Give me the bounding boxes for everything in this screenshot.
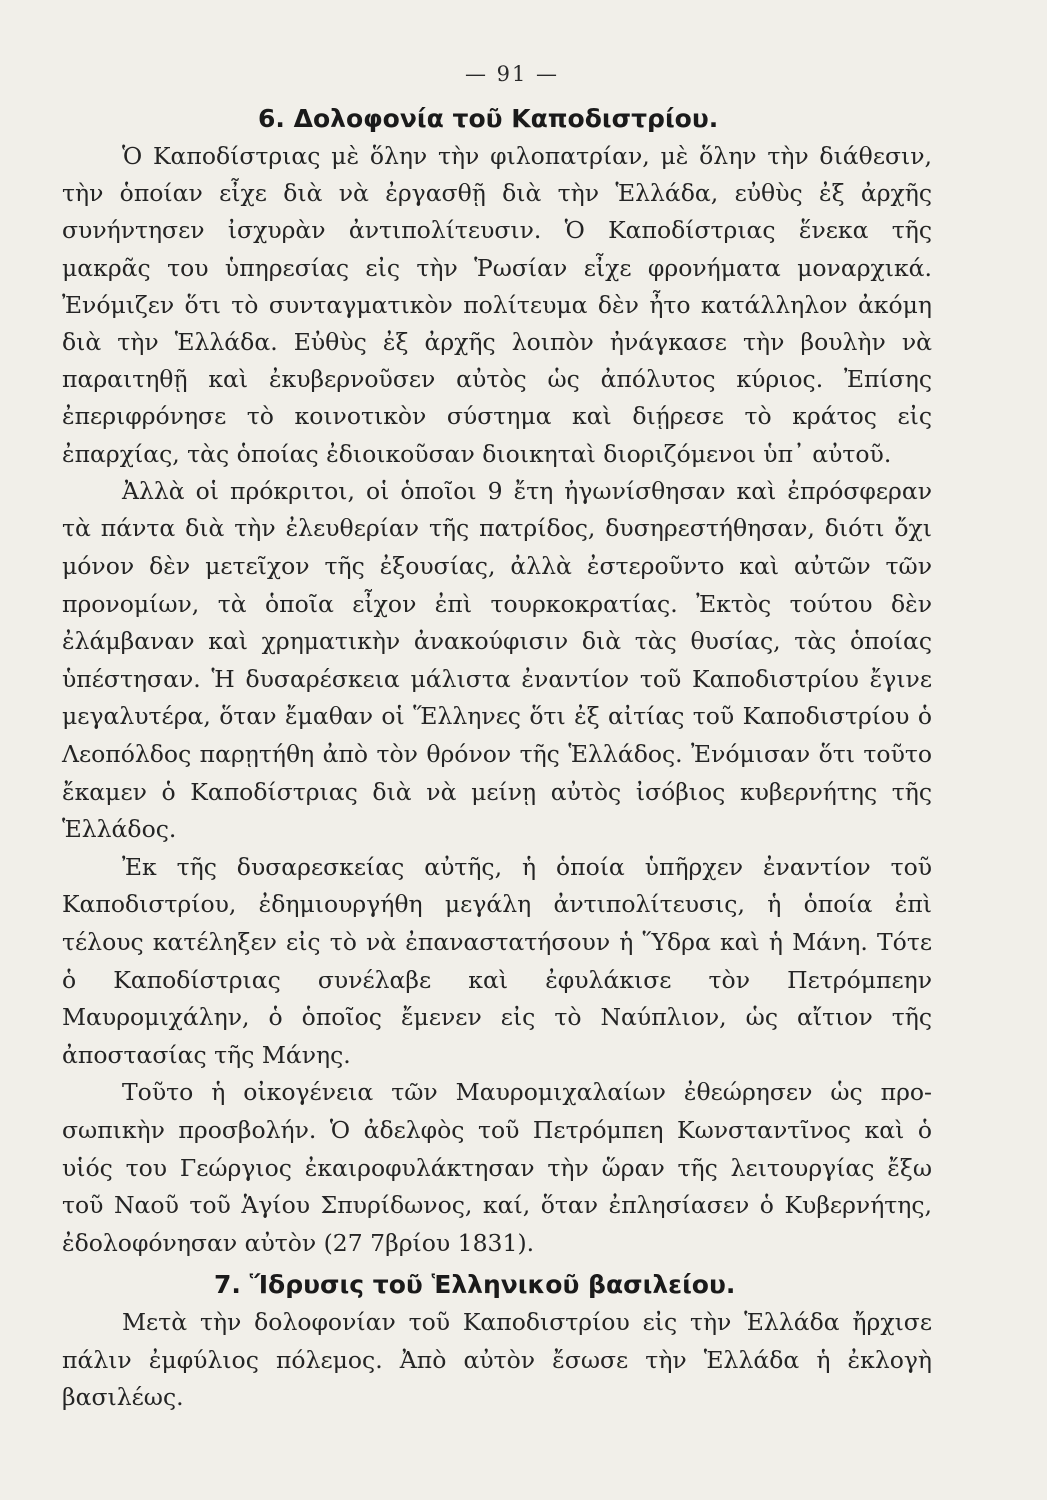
section-6-heading: 6. Δολοφονία τοῦ Καποδιστρίου. xyxy=(258,104,719,133)
section-6-paragraph-3: Ἐκ τῆς δυσαρεσκείας αὐτῆς, ἡ ὁποία ὑπῆρχεν ἐναντίον τοῦ Καποδιστρίου, ἐδημιουργήθη μεγάλη ἀντιπολίτευσις, ἡ ὁποία ἐπὶ τέλους κατέληξεν εἰς τὸ νὰ ἐπαναστατήσουν ἡ Ὕδρα καὶ ἡ Μάνη. Τότε ὁ Καποδίστριας συνέλαβε καὶ ἐφυλάκισε τὸν Πετρόμπεην Μαυρομιχάλην, ὁ ὁποῖος ἔμενεν εἰς τὸ Ναύπλιον, ὡς αἴτιον τῆς ἀποστασίας τῆς Μάνης. xyxy=(62,852,932,1069)
section-6-paragraph-2: Ἀλλὰ οἱ πρόκριτοι, οἱ ὁποῖοι 9 ἔτη ἠγωνίσθησαν καὶ ἐπρόσφεραν τὰ πάντα διὰ τὴν ἐλευθερίαν τῆς πατρίδος, δυσηρεστήθησαν, διότι ὄχι μόνον δὲν μετεῖχον τῆς ἐξουσίας, ἀλλὰ ἐστεροῦντο καὶ αὐτῶν τῶν προνομίων, τὰ ὁποῖα εἶχον ἐπὶ τουρκοκρατίας. Ἐκτὸς τούτου δὲν ἐλάμβαναν καὶ χρηματικὴν ἀνακούφισιν διὰ τὰς θυσίας, τὰς ὁποίας ὑπέστησαν. Ἡ δυσαρέσκεια μάλιστα ἐναντίον τοῦ Καποδιστρίου ἔγινε μεγαλυτέρα, ὅταν ἔμαθαν οἱ Ἕλληνες ὅτι ἐξ αἰτίας τοῦ Καποδιστρίου ὁ Λεοπόλδος παρῃτήθη ἀπὸ τὸν θρόνον τῆς Ἑλλάδος. Ἐνόμισαν ὅτι τοῦτο ἔκαμεν ὁ Καποδίστριας διὰ νὰ μείνῃ αὐτὸς ἰσόβιος κυβερνήτης τῆς Ἑλλάδος. xyxy=(62,476,932,844)
section-6-paragraph-4: Τοῦτο ἡ οἰκογένεια τῶν Μαυρομιχαλαίων ἐθεώρησεν ὡς προσωπικὴν προσβολήν. Ὁ ἀδελφὸς τοῦ Πετρόμπεη Κωνσταντῖνος καὶ ὁ υἱός του Γεώργιος ἐκαιροφυλάκτησαν τὴν ὥραν τῆς λειτουργίας ἔξω τοῦ Ναοῦ τοῦ Ἁγίου Σπυρίδωνος, καί, ὅταν ἐπλησίασεν ὁ Κυβερνήτης, ἐδολοφόνησαν αὐτὸν (27 7βρίου 1831). xyxy=(62,1078,932,1257)
section-7-paragraph-1: Μετὰ τὴν δολοφονίαν τοῦ Καποδιστρίου εἰς τὴν Ἑλλάδα ἤρχισε πάλιν ἐμφύλιος πόλεμος. Ἀπὸ αὐτὸν ἔσωσε τὴν Ἑλλάδα ἡ ἐκλογὴ βασιλέως. xyxy=(62,1308,932,1412)
section-7-heading: 7. Ἵδρυσις τοῦ Ἑλληνικοῦ βασιλείου. xyxy=(214,1270,736,1300)
section-6-paragraph-1: Ὁ Καποδίστριας μὲ ὅλην τὴν φιλοπατρίαν, μὲ ὅλην τὴν διάθεσιν, τὴν ὁποίαν εἶχε διὰ νὰ ἐργασθῇ διὰ τὴν Ἑλλάδα, εὐθὺς ἐξ ἀρχῆς συνήντησεν ἰσχυρὰν ἀντιπολίτευσιν. Ὁ Καποδίστριας ἕνεκα τῆς μακρᾶς του ὑπηρεσίας εἰς τὴν Ῥωσίαν εἶχε φρονήματα μοναρχικά. Ἐνόμιζεν ὅτι τὸ συνταγματικὸν πολίτευμα δὲν ἦτο κατάλληλον ἀκόμη διὰ τὴν Ἑλλάδα. Εὐθὺς ἐξ ἀρχῆς λοιπὸν ἠνάγκασε τὴν βουλὴν νὰ παραιτηθῇ καὶ ἐκυβερνοῦσεν αὐτὸς ὡς ἀπόλυτος κύριος. Ἐπίσης ἐπεριφρόνησε τὸ κοινοτικὸν σύστημα καὶ διῄρεσε τὸ κράτος εἰς ἐπαρχίας, τὰς ὁποίας ἐδιοικοῦσαν διοικηταὶ διοριζόμενοι ὑπ᾽ αὐτοῦ. xyxy=(62,142,932,468)
page-number: — 91 — xyxy=(464,62,560,86)
